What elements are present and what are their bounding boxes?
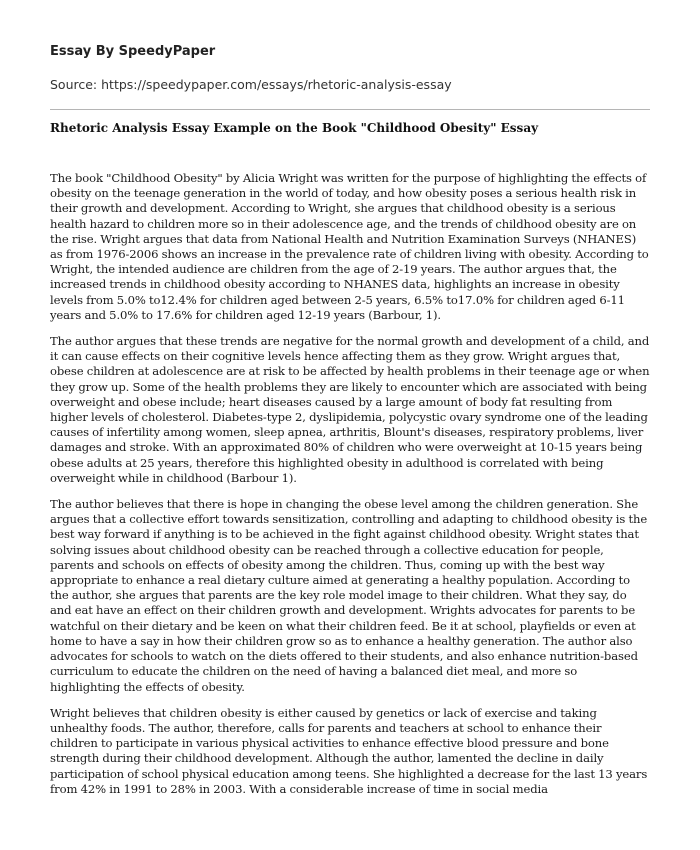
- header-divider: [50, 109, 650, 110]
- source-line: Source: https://speedypaper.com/essays/rhetoric-analysis-essay: [50, 77, 452, 92]
- essay-paragraph: The author believes that there is hope in changing the obese level among the children generation. She argues that a collective effort towards sensitization, controlling and adapting to childhood obesity is the best way forward if anything is to be achieved in the fight against childhood obesity. Wright states that solving issues about childhood obesity can be reached through a collective education for people, parents and schools on effects of obesity among the children. Thus, coming up with the best way appropriate to enhance a real dietary culture aimed at generating a healthy population. According to the author, she argues that parents are the key role model image to their children. What they say, do and eat have an effect on their children growth and development. Wrights advocates for parents to be watchful on their dietary and be keen on what their children feed. Be it at school, playfields or even at home to have a say in how their children grow so as to enhance a healthy generation. The author also advocates for schools to watch on the diets offered to their students, and also enhance nutrition-based curriculum to educate the children on the need of having a balanced diet meal, and more so highlighting the effects of obesity.: [50, 497, 648, 694]
- essay-paragraph: The author argues that these trends are negative for the normal growth and development of a child, and it can cause effects on their cognitive levels hence affecting them as they grow. Wright argues that, obese children at adolescence are at risk to be affected by health problems in their teenage age or when they grow up. Some of the health problems they are likely to encounter which are associated with being overweight and obese include; heart diseases caused by a large amount of body fat resulting from higher levels of cholesterol. Diabetes-type 2, dyslipidemia, polycystic ovary syndrome one of the leading causes of infertility among women, sleep apnea, arthritis, Blount's diseases, respiratory problems, liver damages and stroke. With an approximated 80% of children who were overweight at 10-15 years being obese adults at 25 years, therefore this highlighted obesity in adulthood is correlated with being overweight while in childhood (Barbour 1).: [50, 334, 650, 485]
- essay-body: [50, 171, 650, 808]
- essay-paragraph: The book "Childhood Obesity" by Alicia Wright was written for the purpose of highlighting the effects of obesity on the teenage generation in the world of today, and how obesity poses a serious health risk in their growth and development. According to Wright, she argues that childhood obesity is a serious health hazard to children more so in their adolescence age, and the trends of childhood obesity are on the rise. Wright argues that data from National Health and Nutrition Examination Surveys (NHANES) as from 1976-2006 shows an increase in the prevalence rate of children living with obesity. According to Wright, the intended audience are children from the age of 2-19 years. The author argues that, the increased trends in childhood obesity according to NHANES data, highlights an increase in obesity levels from 5.0% to12.4% for children aged between 2-5 years, 6.5% to17.0% for children aged 6-11 years and 5.0% to 17.6% for children aged 12-19 years (Barbour, 1).: [50, 171, 649, 322]
- essay-title: Rhetoric Analysis Essay Example on the Book "Childhood Obesity" Essay: [50, 121, 539, 135]
- site-header-title: Essay By SpeedyPaper: [50, 44, 216, 59]
- essay-paragraph: Wright believes that children obesity is either caused by genetics or lack of exercise and taking unhealthy foods. The author, therefore, calls for parents and teachers at school to enhance their children to participate in various physical activities to enhance effective blood pressure and bone strength during their childhood development. Although the author, lamented the decline in daily participation of school physical education among teens. She highlighted a decrease for the last 13 years from 42% in 1991 to 28% in 2003. With a considerable increase of time in social media: [50, 705, 648, 796]
